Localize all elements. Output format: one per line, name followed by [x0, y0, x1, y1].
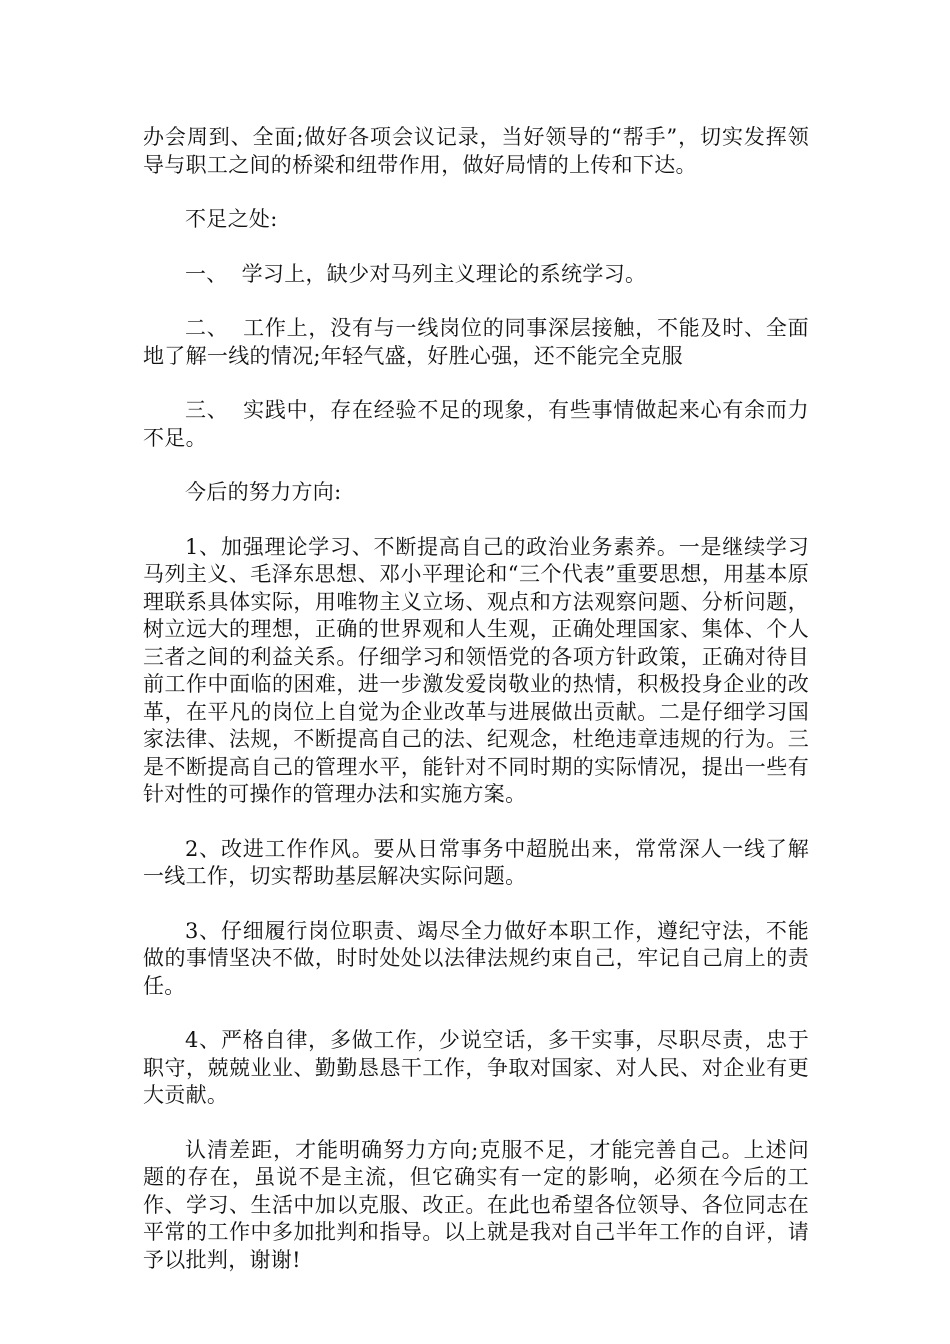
paragraph-text: 2、改进工作作风。要从日常事务中超脱出来，常常深人一线了解一线工作，切实帮助基层解决实际问题。: [143, 836, 809, 888]
paragraph-intro: [143, 124, 809, 179]
paragraph-text: 办会周到、全面;做好各项会议记录，当好领导的“帮手”，切实发挥领导与职工之间的桥梁和纽带作用，做好局情的上传和下达。: [143, 125, 809, 177]
paragraph-text: 认清差距，才能明确努力方向;克服不足，才能完善自己。上述问题的存在，虽说不是主流，但它确实有一定的影响，必须在今后的工作、学习、生活中加以克服、改正。在此也希望各位领导、各位同志在平常的工作中多加批判和指导。以上就是我对自己半年工作的自评，请予以批判，谢谢!: [143, 1137, 809, 1272]
item-marker: 三、: [185, 398, 229, 422]
paragraph-text: 今后的努力方向:: [185, 480, 342, 504]
paragraph-text: 1、加强理论学习、不断提高自己的政治业务素养。一是继续学习马列主义、毛泽东思想、邓小平理论和“三个代表”重要思想，用基本原理联系具体实际，用唯物主义立场、观点和方法观察问题、分析问题，树立远大的理想，正确的世界观和人生观，正确处理国家、集体、个人三者之间的利益关系。仔细学习和领悟党的各项方针政策，正确对待目前工作中面临的困难，进一步激发爱岗敬业的热情，积极投身企业的改革，在平凡的岗位上自觉为企业改革与进展做出贡献。二是仔细学习国家法律、法规，不断提高自己的法、纪观念，杜绝违章违规的行为。三是不断提高自己的管理水平，能针对不同时期的实际情况，提出一些有针对性的可操作的管理办法和实施方案。: [143, 534, 809, 806]
item-marker: 二、: [185, 316, 229, 340]
paragraph-text: 学习上，缺少对马列主义理论的系统学习。: [241, 261, 647, 286]
heading-shortcomings: [143, 206, 809, 234]
direction-item-4: [143, 1027, 809, 1110]
paragraph-text: 不足之处:: [185, 207, 278, 231]
shortcoming-item-1: [143, 261, 809, 289]
direction-item-1: [143, 534, 809, 809]
heading-future-direction: [143, 479, 809, 507]
paragraph-text: 实践中，存在经验不足的现象，有些事情做起来心有余而力不足。: [143, 398, 809, 450]
document-body: [143, 124, 809, 1301]
paragraph-text: 工作上，没有与一线岗位的同事深层接触，不能及时、全面地了解一线的情况;年轻气盛，好胜心强，还不能完全克服: [143, 316, 809, 368]
direction-item-3: [143, 918, 809, 1001]
shortcoming-item-3: [143, 397, 809, 452]
paragraph-text: 4、严格自律，多做工作，少说空话，多干实事，尽职尽责，忠于职守，兢兢业业、勤勤恳恳干工作，争取对国家、对人民、对企业有更大贡献。: [143, 1028, 809, 1107]
paragraph-text: 3、仔细履行岗位职责、竭尽全力做好本职工作，遵纪守法，不能做的事情坚决不做，时时处处以法律法规约束自己，牢记自己肩上的责任。: [143, 918, 809, 998]
shortcoming-item-2: [143, 315, 809, 370]
paragraph-conclusion: [143, 1137, 809, 1275]
item-marker: 一、: [185, 261, 228, 286]
direction-item-2: [143, 836, 809, 891]
